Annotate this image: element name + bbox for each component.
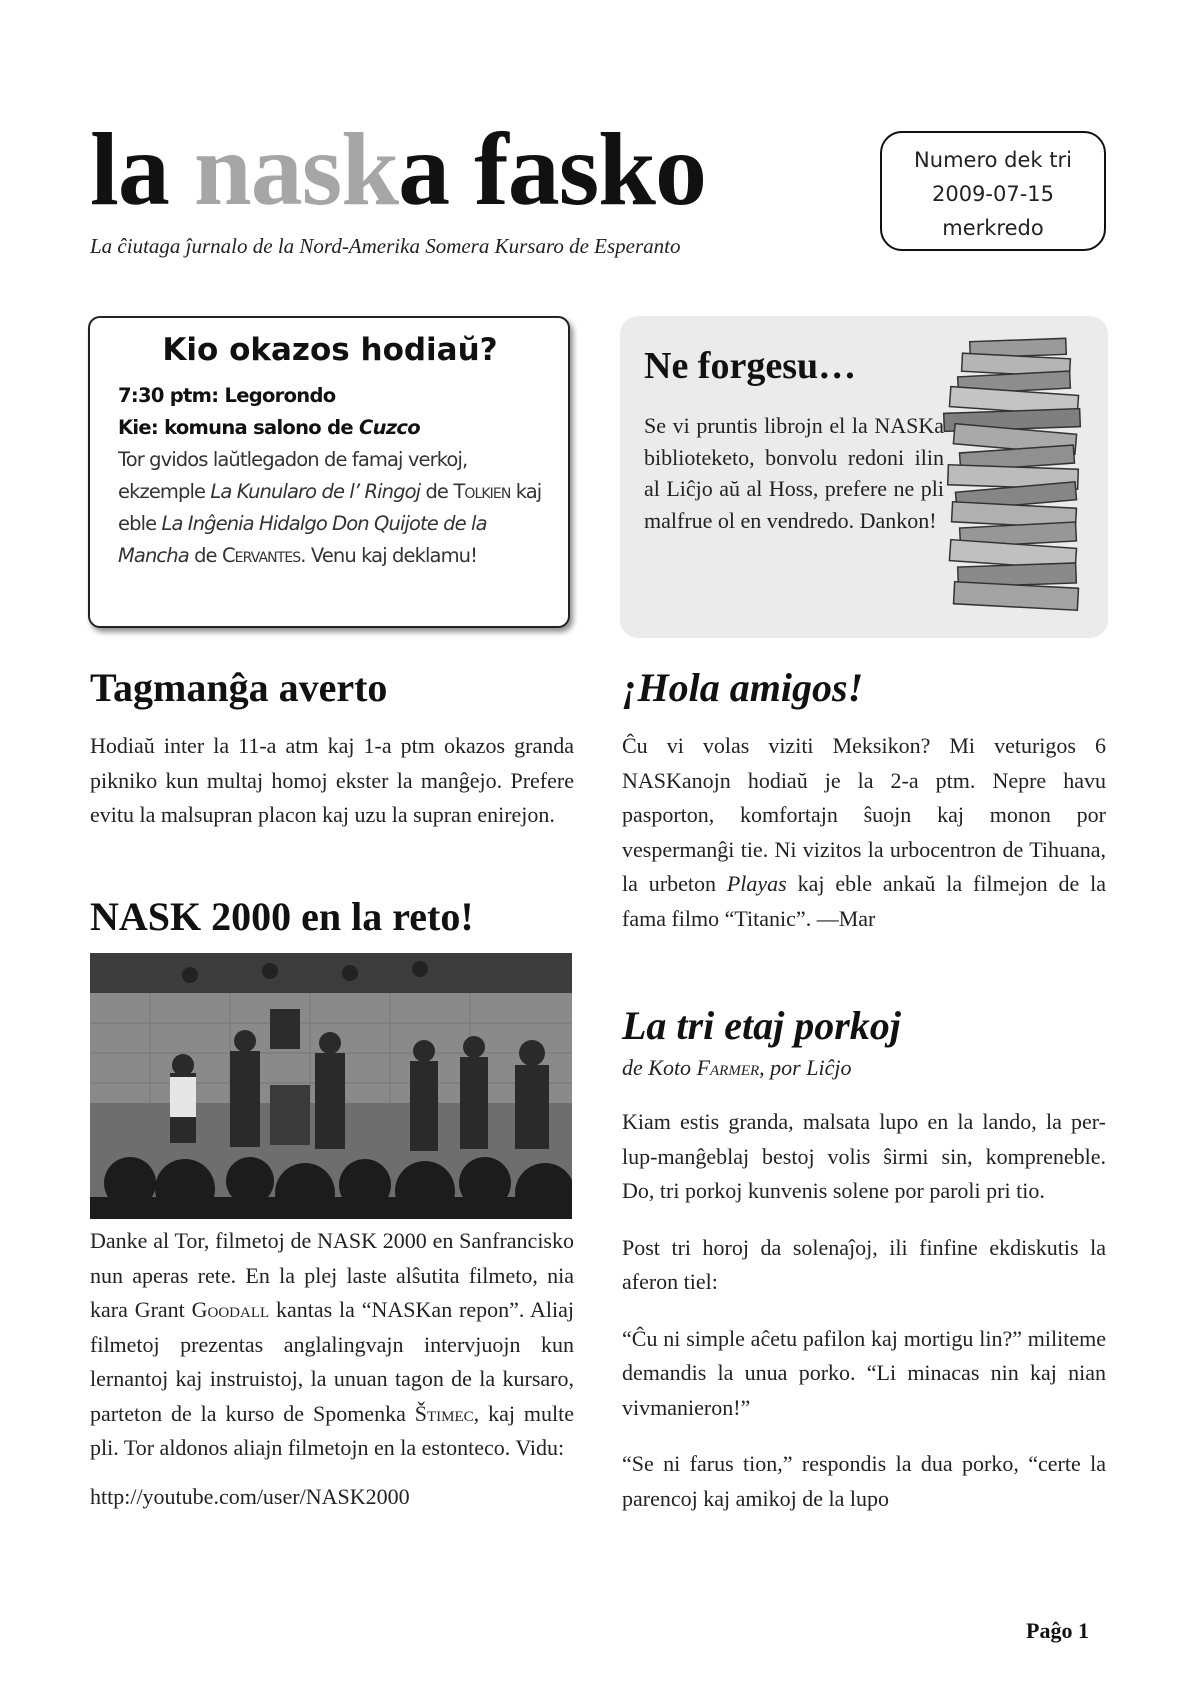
issue-number: Numero dek tri bbox=[914, 148, 1072, 172]
event-place-name: Cuzco bbox=[358, 416, 420, 439]
page-number: Paĝo 1 bbox=[1026, 1618, 1089, 1643]
event-work-1: La Kunularo de l’ Ringoj bbox=[210, 480, 421, 503]
hola-text bbox=[622, 729, 1106, 936]
nask2000-text bbox=[90, 1224, 574, 1466]
nask2000-text-3: , kaj multe pli. Tor aldonos aliajn filmetojn en la estonteco. Vidu: bbox=[90, 1400, 574, 1460]
hola-text-2: kaj eble ankaŭ la filmejon de la fama filmo “Titanic”. —Mar bbox=[622, 871, 1106, 931]
event-time: 7:30 ptm: Legorondo bbox=[118, 384, 336, 407]
event-place bbox=[118, 412, 542, 444]
pigs-paragraph-4: “Se ni farus tion,” respondis la dua porko, “certe la parencoj kaj amikoj de la lupo bbox=[622, 1451, 1106, 1511]
title-part-1: la bbox=[90, 112, 194, 227]
event-author-1: Tolkien bbox=[453, 480, 511, 503]
lunch-article bbox=[90, 664, 574, 833]
pigs-heading: La tri etaj porkoj bbox=[622, 1003, 901, 1048]
issue-date: 2009-07-15 bbox=[931, 182, 1055, 206]
today-event-box bbox=[88, 316, 570, 628]
event-text-1: Tor gvidos laŭtlegadon de famaj verkoj, ekzemple bbox=[118, 448, 468, 503]
nask2000-name-2: Štimec bbox=[414, 1400, 474, 1426]
nask2000-url-link[interactable]: http://youtube.com/user/NASK2000 bbox=[90, 1483, 410, 1509]
pigs-paragraph-1: Kiam estis granda, malsata lupo en la lando, la per-lup-manĝeblaj bestoj volis ŝirmi sin, kompreneble. Do, tri porkoj kunvenis solene por paroli pri tio. bbox=[622, 1109, 1106, 1203]
hola-heading: ¡Hola amigos! bbox=[622, 665, 864, 710]
issue-info-box bbox=[880, 131, 1106, 251]
reminder-title: Ne forgesu… bbox=[644, 345, 857, 387]
title-grey-part: nask bbox=[193, 112, 399, 227]
newspaper-title bbox=[90, 112, 707, 227]
nask2000-heading-block bbox=[90, 893, 574, 940]
event-text-3: kaj eble bbox=[118, 480, 542, 535]
nask2000-text-1: Danke al Tor, filmetoj de NASK 2000 en Sanfrancisko nun aperas rete. En la plej laste alŝutita filmeto, nia kara Grant bbox=[90, 1228, 574, 1322]
event-work-2: La Inĝenia Hidalgo Don Quijote de la Mancha bbox=[118, 512, 487, 567]
event-text-5: . Venu kaj deklamu! bbox=[300, 544, 478, 567]
hola-article bbox=[622, 664, 1106, 936]
event-author-2: Cervantes bbox=[221, 544, 301, 567]
event-text-4: de bbox=[188, 544, 222, 567]
event-description bbox=[118, 444, 542, 572]
group-photo bbox=[90, 953, 572, 1219]
nask2000-heading: NASK 2000 en la reto! bbox=[90, 894, 474, 939]
hola-place: Playas bbox=[726, 871, 787, 896]
title-part-2: a fasko bbox=[398, 112, 707, 227]
pigs-article bbox=[622, 1002, 1106, 1516]
pigs-byline-2: , por Liĉjo bbox=[759, 1055, 852, 1080]
pigs-byline-author: Farmer bbox=[696, 1055, 760, 1080]
lunch-heading: Tagmanĝa averto bbox=[90, 665, 388, 710]
book-stack-icon bbox=[940, 336, 1100, 626]
reminder-text: Se vi pruntis librojn el la NASKa biblioteketo, bonvolu redoni ilin al Liĉjo aŭ al Hoss, prefere ne pli malfrue ol en vendredo. Dankon! bbox=[644, 413, 944, 533]
today-title: Kio okazos hodiaŭ? bbox=[162, 332, 498, 368]
event-place-prefix: Kie: komuna salono de bbox=[118, 416, 359, 439]
newspaper-subtitle: La ĉiutaga ĵurnalo de la Nord-Amerika Somera Kursaro de Esperanto bbox=[90, 234, 681, 258]
pigs-paragraph-2: Post tri horoj da solenaĵoj, ili finfine ekdiskutis la aferon tiel: bbox=[622, 1234, 1106, 1294]
event-text-2: de bbox=[420, 480, 454, 503]
nask2000-text-2: kantas la “NASKan repon”. Aliaj filmetoj prezentas anglalingvajn intervjuojn kun lernantoj kaj instruistoj, la unuan tagon de la kursaro, parteton de la kurso de Spomenka bbox=[90, 1297, 574, 1426]
nask2000-article bbox=[90, 1224, 574, 1514]
pigs-byline bbox=[622, 1055, 1106, 1081]
pigs-paragraph-3: “Ĉu ni simple aĉetu pafilon kaj mortigu lin?” militeme demandis la unua porko. “Li minacas nin kaj nian vivmanieron!” bbox=[622, 1325, 1106, 1420]
hola-text-1: Ĉu vi volas viziti Meksikon? Mi veturigos 6 NASKanojn hodiaŭ je la 2-a ptm. Nepre havu pasporton, komfortajn ŝuojn kaj monon por vespermanĝi tie. Ni vizitos la urbocentron de Tihuana, la urbeton bbox=[622, 733, 1106, 896]
nask2000-name-1: Goodall bbox=[191, 1297, 270, 1322]
issue-weekday: merkredo bbox=[942, 216, 1044, 240]
pigs-byline-1: de Koto bbox=[622, 1055, 697, 1080]
lunch-text: Hodiaŭ inter la 11-a atm kaj 1-a ptm okazos granda pikniko kun multaj homoj ekster la manĝejo. Prefere evitu la malsupran placon kaj uzu la supran enirejon. bbox=[90, 733, 574, 827]
